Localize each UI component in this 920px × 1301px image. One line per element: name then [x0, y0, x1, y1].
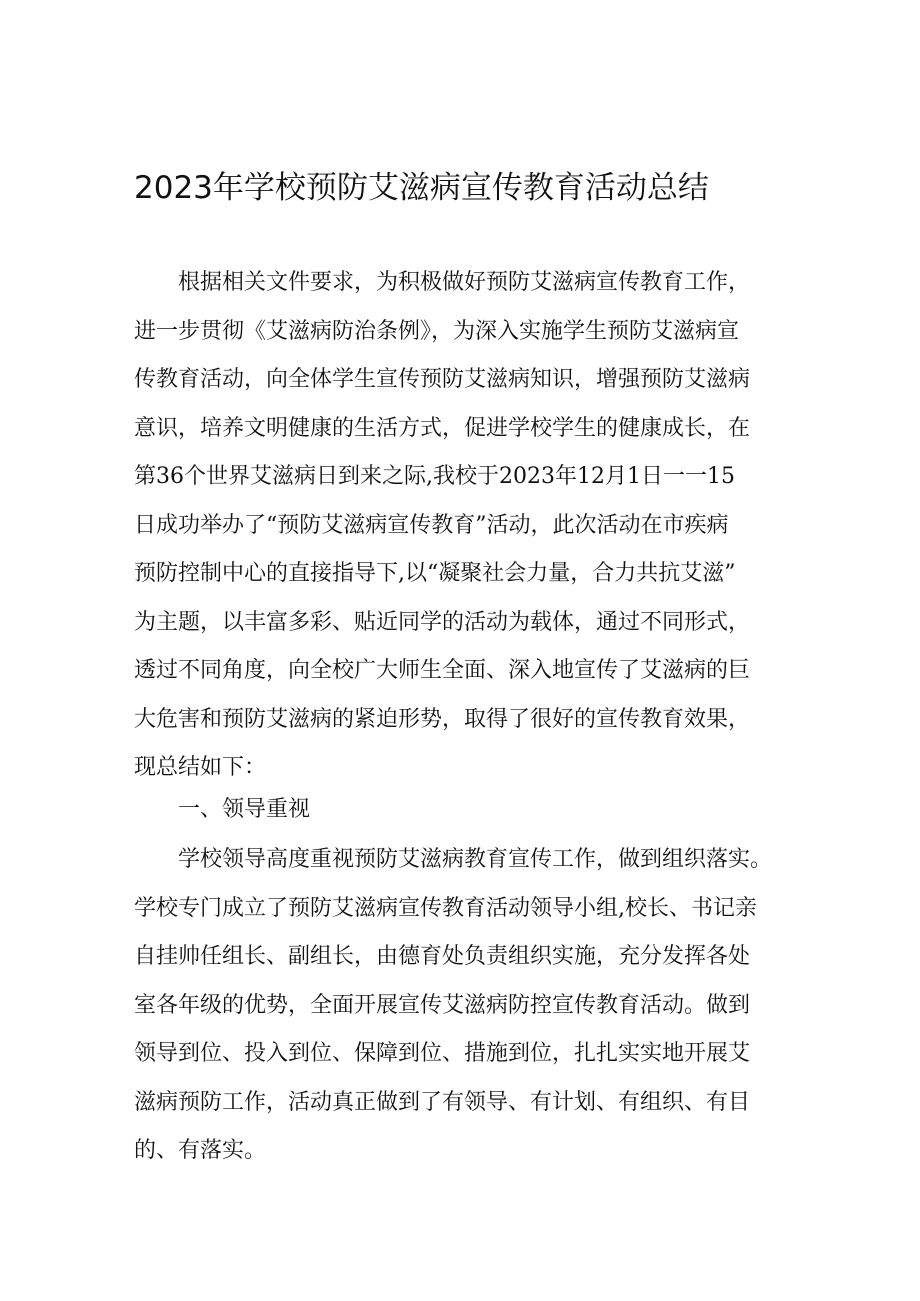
- paragraph-line: 现总结如下：: [134, 755, 267, 780]
- paragraph-line: 的、有落实。: [134, 1138, 267, 1163]
- paragraph-line: 学校领导高度重视预防艾滋病教育宣传工作，做到组织落实。: [178, 847, 773, 872]
- paragraph-line: 进一步贯彻《艾滋病防治条例》，为深入实施学生预防艾滋病宣: [134, 318, 740, 344]
- paragraph-line: 自挂帅任组长、副组长，由德育处负责组织实施，充分发挥各处: [134, 944, 751, 969]
- paragraph-line: 领导到位、投入到位、保障到位、措施到位，扎扎实实地开展艾: [134, 1041, 751, 1066]
- paragraph-line: 第36个世界艾滋病日到来之际,我校于2023年12月1日一一15: [134, 464, 735, 489]
- paragraph-line: 预防控制中心的直接指导下,以“凝聚社会力量，合力共抗艾滋”: [134, 561, 736, 586]
- paragraph-line: 透过不同角度，向全校广大师生全面、深入地宣传了艾滋病的巨: [134, 658, 751, 683]
- paragraph-line: 大危害和预防艾滋病的紧迫形势，取得了很好的宣传教育效果，: [134, 706, 751, 732]
- paragraph-line: 日成功举办了“预防艾滋病宣传教育”活动，此次活动在市疾病: [134, 512, 729, 538]
- paragraph-line: 传教育活动，向全体学生宣传预防艾滋病知识，增强预防艾滋病: [134, 367, 751, 392]
- paragraph-line: 根据相关文件要求，为积极做好预防艾滋病宣传教育工作，: [178, 270, 751, 295]
- paragraph-line: 为主题，以丰富多彩、贴近同学的活动为载体，通过不同形式，: [134, 609, 751, 635]
- paragraph-line: 滋病预防工作，活动真正做到了有领导、有计划、有组织、有目: [134, 1089, 751, 1115]
- paragraph-line: 学校专门成立了预防艾滋病宣传教育活动领导小组,校长、书记亲: [134, 895, 757, 921]
- section-heading: 一、领导重视: [178, 797, 311, 822]
- document-title: 2023年学校预防艾滋病宣传教育活动总结: [134, 170, 709, 206]
- intro-paragraph: [134, 259, 794, 793]
- paragraph-line: 室各年级的优势，全面开展宣传艾滋病防控宣传教育活动。做到: [134, 992, 751, 1018]
- section-1-paragraph: [134, 836, 794, 1176]
- paragraph-line: 意识，培养文明健康的生活方式，促进学校学生的健康成长，在: [134, 415, 751, 441]
